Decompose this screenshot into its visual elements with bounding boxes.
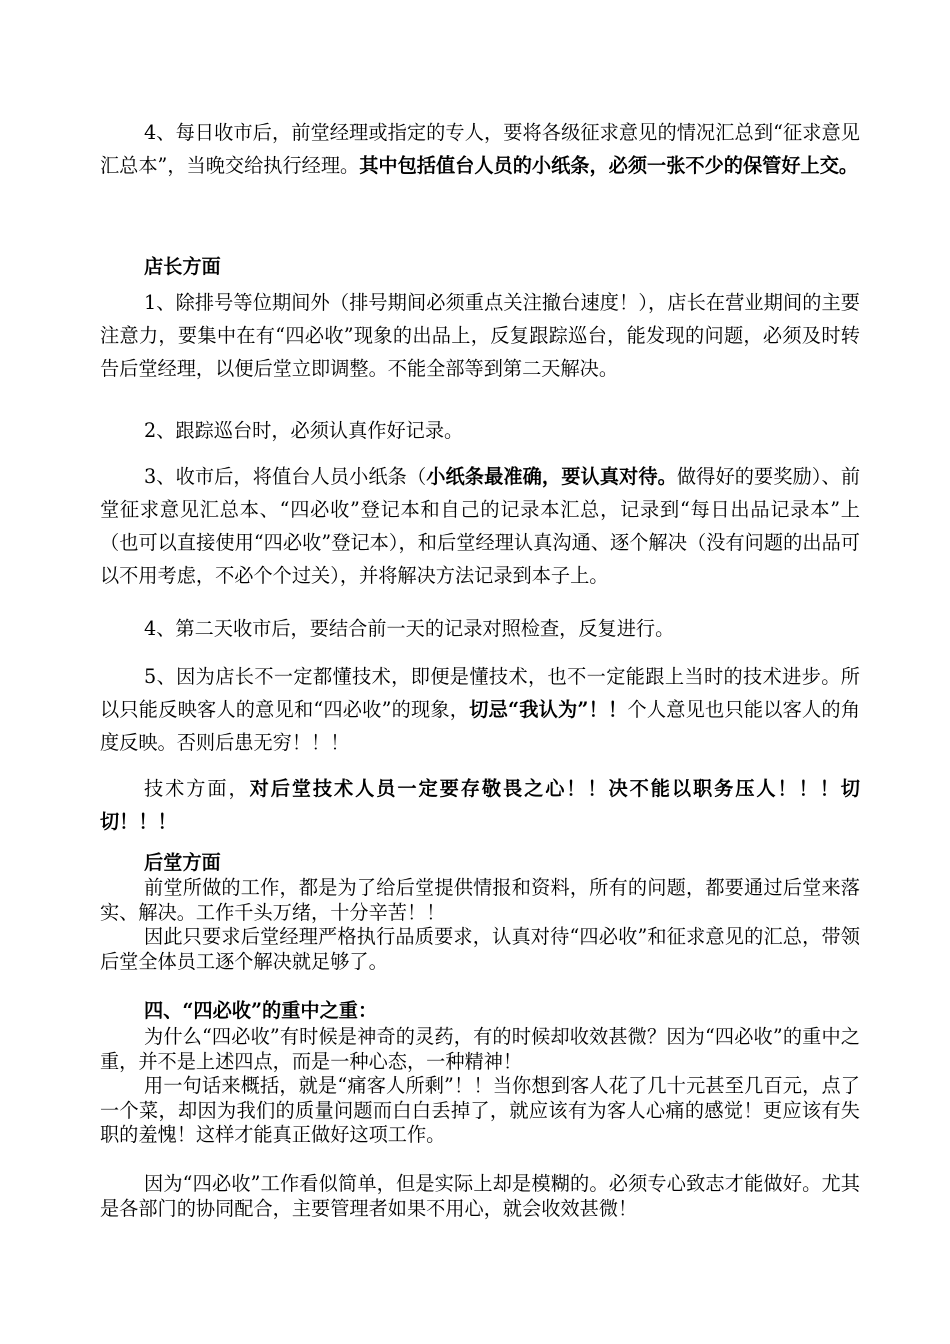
dianzhang-item-5-text-c: 个人意见也只能以客人的角度反映。否则后患无穷！！！ xyxy=(100,698,861,754)
dianzhang-item-3-emphasis: 小纸条最准确，要认真对待。 xyxy=(426,465,677,488)
houtang-paragraph-2: 因此只要求后堂经理严格执行品质要求，认真对待“四必收”和征求意见的汇总，带领后堂全体员工逐个解决就足够了。 xyxy=(100,925,860,973)
sibishou-paragraph-2: 用一句话来概括，就是“痛客人所剩”！！当你想到客人花了几十元甚至几百元，点了一个菜，却因为我们的质量问题而白白丢掉了，就应该有为客人心痛的感觉！更应该有失职的羞愧！这样才能真正做好这项工作。 xyxy=(100,1074,860,1146)
sibishou-paragraph-1: 为什么“四必收”有时候是神奇的灵药，有的时候却收效甚微？因为“四必收”的重中之重，并不是上述四点，而是一种心态，一种精神！ xyxy=(100,1025,860,1073)
dianzhang-item-5-emphasis: 切忌“我认为”！！ xyxy=(469,698,628,721)
dianzhang-item-3-text-a: 3、收市后，将值台人员小纸条（ xyxy=(144,465,427,488)
qiantang-item-4-text: 4、每日收市后，前堂经理或指定的专人，要将各级征求意见的情况汇总到“征求意见汇总本”，当晚交给执行经理。 xyxy=(100,121,860,177)
dianzhang-item-5-text-a: 5、因为店长不一定都懂技术，即便是懂技术，也不一定能跟上当时的技术进步。所以只能反映客人的意见和“四必收”的现象， xyxy=(100,665,860,721)
dianzhang-item-5 xyxy=(100,660,860,759)
qiantang-item-4 xyxy=(100,116,860,182)
dianzhang-item-3 xyxy=(100,460,860,592)
dianzhang-technical-note-text: 技术方面， xyxy=(144,777,250,800)
houtang-paragraph-1: 前堂所做的工作，都是为了给后堂提供情报和资料，所有的问题，都要通过后堂来落实、解决。工作千头万绪，十分辛苦！！ xyxy=(100,876,860,924)
section-heading-sibishou: 四、“四必收”的重中之重： xyxy=(144,999,378,1022)
dianzhang-technical-note-emphasis: 对后堂技术人员一定要存敬畏之心！！决不能以职务压人！！！切切！！！ xyxy=(100,777,860,833)
qiantang-item-4-emphasis: 其中包括值台人员的小纸条，必须一张不少的保管好上交。 xyxy=(359,154,859,177)
dianzhang-item-3-text-c: 做得好的要奖励）、前堂征求意见汇总本、“四必收”登记本和自己的记录本汇总，记录到“每日出品记录本”上（也可以直接使用“四必收”登记本），和后堂经理认真沟通、逐个解决（没有问题的出品可以不用考虑，不必个个过关），并将解决方法记录到本子上。 xyxy=(100,465,861,587)
dianzhang-technical-note xyxy=(100,772,860,838)
dianzhang-item-4: 4、第二天收市后，要结合前一天的记录对照检查，反复进行。 xyxy=(144,617,675,640)
dianzhang-item-1: 1、除排号等位期间外（排号期间必须重点关注撤台速度！），店长在营业期间的主要注意力，要集中在有“四必收”现象的出品上，反复跟踪巡台，能发现的问题，必须及时转告后堂经理，以便后堂立即调整。不能全部等到第二天解决。 xyxy=(100,291,860,380)
section-heading-dianzhang: 店长方面 xyxy=(144,255,221,278)
sibishou-paragraph-3: 因为“四必收”工作看似简单，但是实际上却是模糊的。必须专心致志才能做好。尤其是各部门的协同配合，主要管理者如果不用心，就会收效甚微！ xyxy=(100,1172,860,1220)
dianzhang-item-2: 2、跟踪巡台时，必须认真作好记录。 xyxy=(144,419,464,442)
section-heading-houtang: 后堂方面 xyxy=(144,851,221,874)
